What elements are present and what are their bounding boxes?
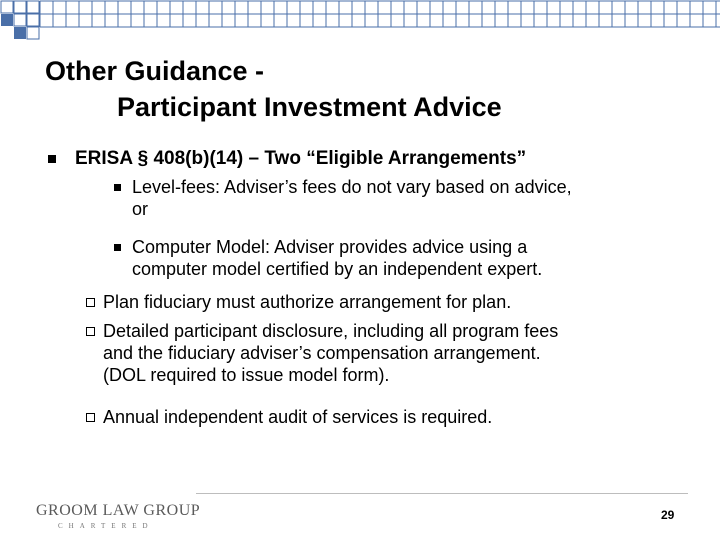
point-plan-fiduciary: Plan fiduciary must authorize arrangement for plan. [103,292,512,312]
square-bullet-icon [114,184,121,191]
point-annual-audit: Annual independent audit of services is required. [103,407,493,427]
point-participant-disclosure: Detailed participant disclosure, including all program fees and the fiduciary adviser’s compensation arrangement. (DOL required to issue model form). [103,321,559,385]
checkbox-bullet-icon [86,298,95,307]
title-line-2: Participant Investment Advice [117,92,502,122]
square-bullet-icon [48,155,56,163]
title-line-1: Other Guidance - [45,56,265,86]
checkbox-bullet-icon [86,327,95,336]
main-bullet-text: ERISA § 408(b)(14) – Two “Eligible Arrangements” [75,148,527,169]
square-bullet-icon [114,244,121,251]
checkbox-bullet-icon [86,413,95,422]
footer-divider [196,493,688,494]
page-number: 29 [661,508,675,522]
sub-bullet-level-fees: Level-fees: Adviser’s fees do not vary based on advice, or [132,177,572,219]
page-title [45,53,502,125]
sub-bullet-computer-model: Computer Model: Adviser provides advice using a computer model certified by an independent expert. [132,237,543,279]
groom-law-group-logo: GROOM LAW GROUP CHARTERED [36,502,201,530]
corner-grid-decoration [0,0,720,48]
